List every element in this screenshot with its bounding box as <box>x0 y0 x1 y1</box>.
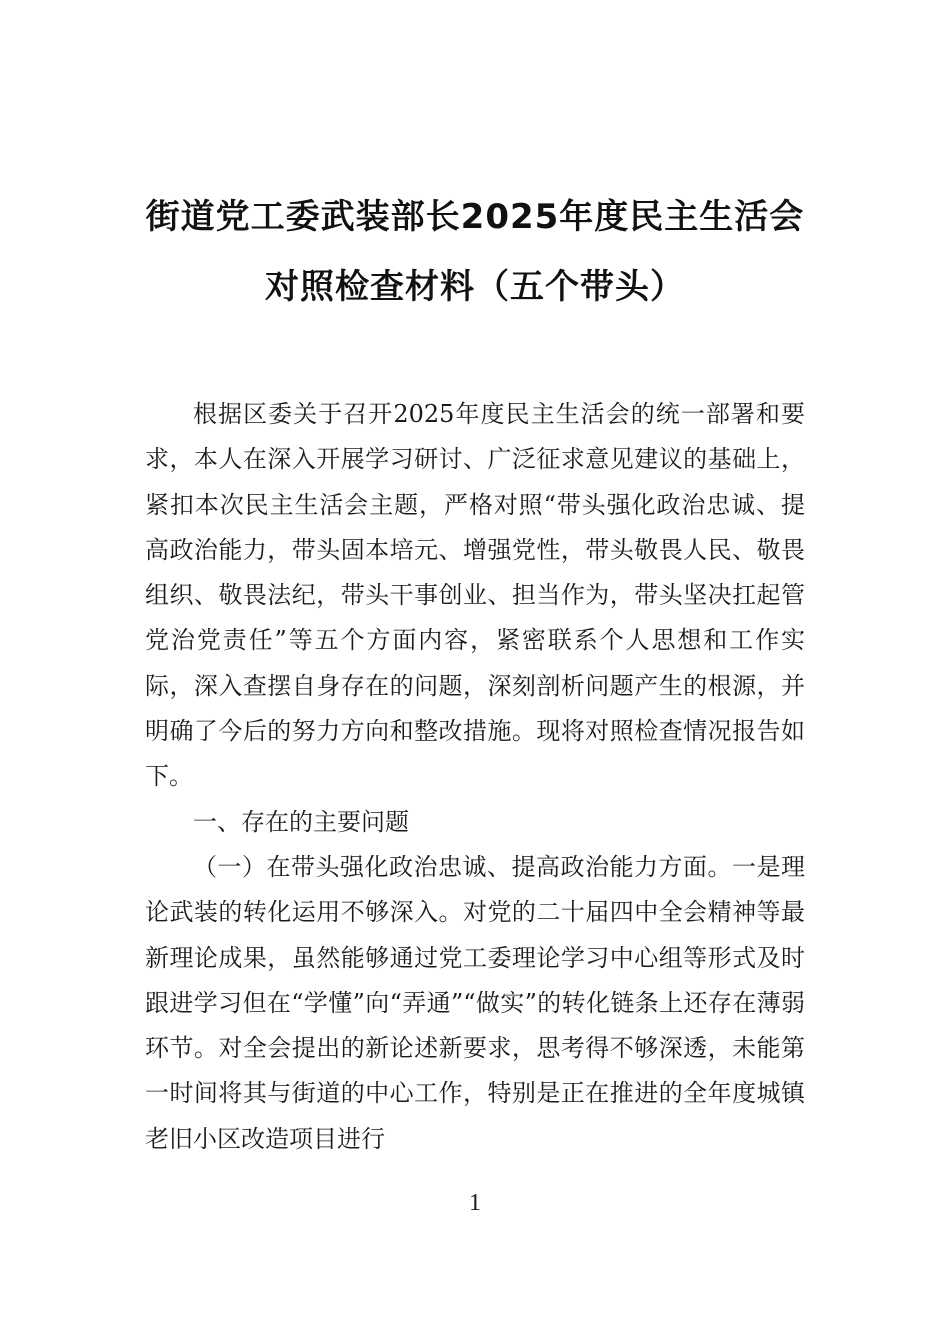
document-title-line-2: 对照检查材料（五个带头） <box>265 267 685 307</box>
section-heading: 一、存在的主要问题 <box>193 807 409 836</box>
page-number: 1 <box>469 1190 481 1216</box>
document-title-line-1: 街道党工委武装部长2025年度民主生活会 <box>145 197 805 237</box>
subsection-heading: （一）在带头强化政治忠诚、提高政治能力方面。 <box>193 852 732 881</box>
intro-paragraph: 根据区委关于召开2025年度民主生活会的统一部署和要求，本人在深入开展学习研讨、广泛征求意见建议的基础上，紧扣本次民主生活会主题，严格对照“带头强化政治忠诚、提高政治能力，带头固本培元、增强党性，带头敬畏人民、敬畏组织、敬畏法纪，带头干事创业、担当作为，带头坚决扛起管党治党责任”等五个方面内容，紧密联系个人思想和工作实际，深入查摆自身存在的问题，深刻剖析问题产生的根源，并明确了今后的努力方向和整改措施。现将对照检查情况报告如下。 <box>145 400 805 791</box>
document-body <box>145 392 805 1162</box>
subsection-paragraph <box>145 845 805 1162</box>
subsection-text: 一是理论武装的转化运用不够深入。对党的二十届四中全会精神等最新理论成果，虽然能够通过党工委理论学习中心组等形式及时跟进学习但在“学懂”向“弄通”“做实”的转化链条上还存在薄弱环节。对全会提出的新论述新要求，思考得不够深透，未能第一时间将其与街道的中心工作，特别是正在推进的全年度城镇老旧小区改造项目进行 <box>145 852 805 1153</box>
